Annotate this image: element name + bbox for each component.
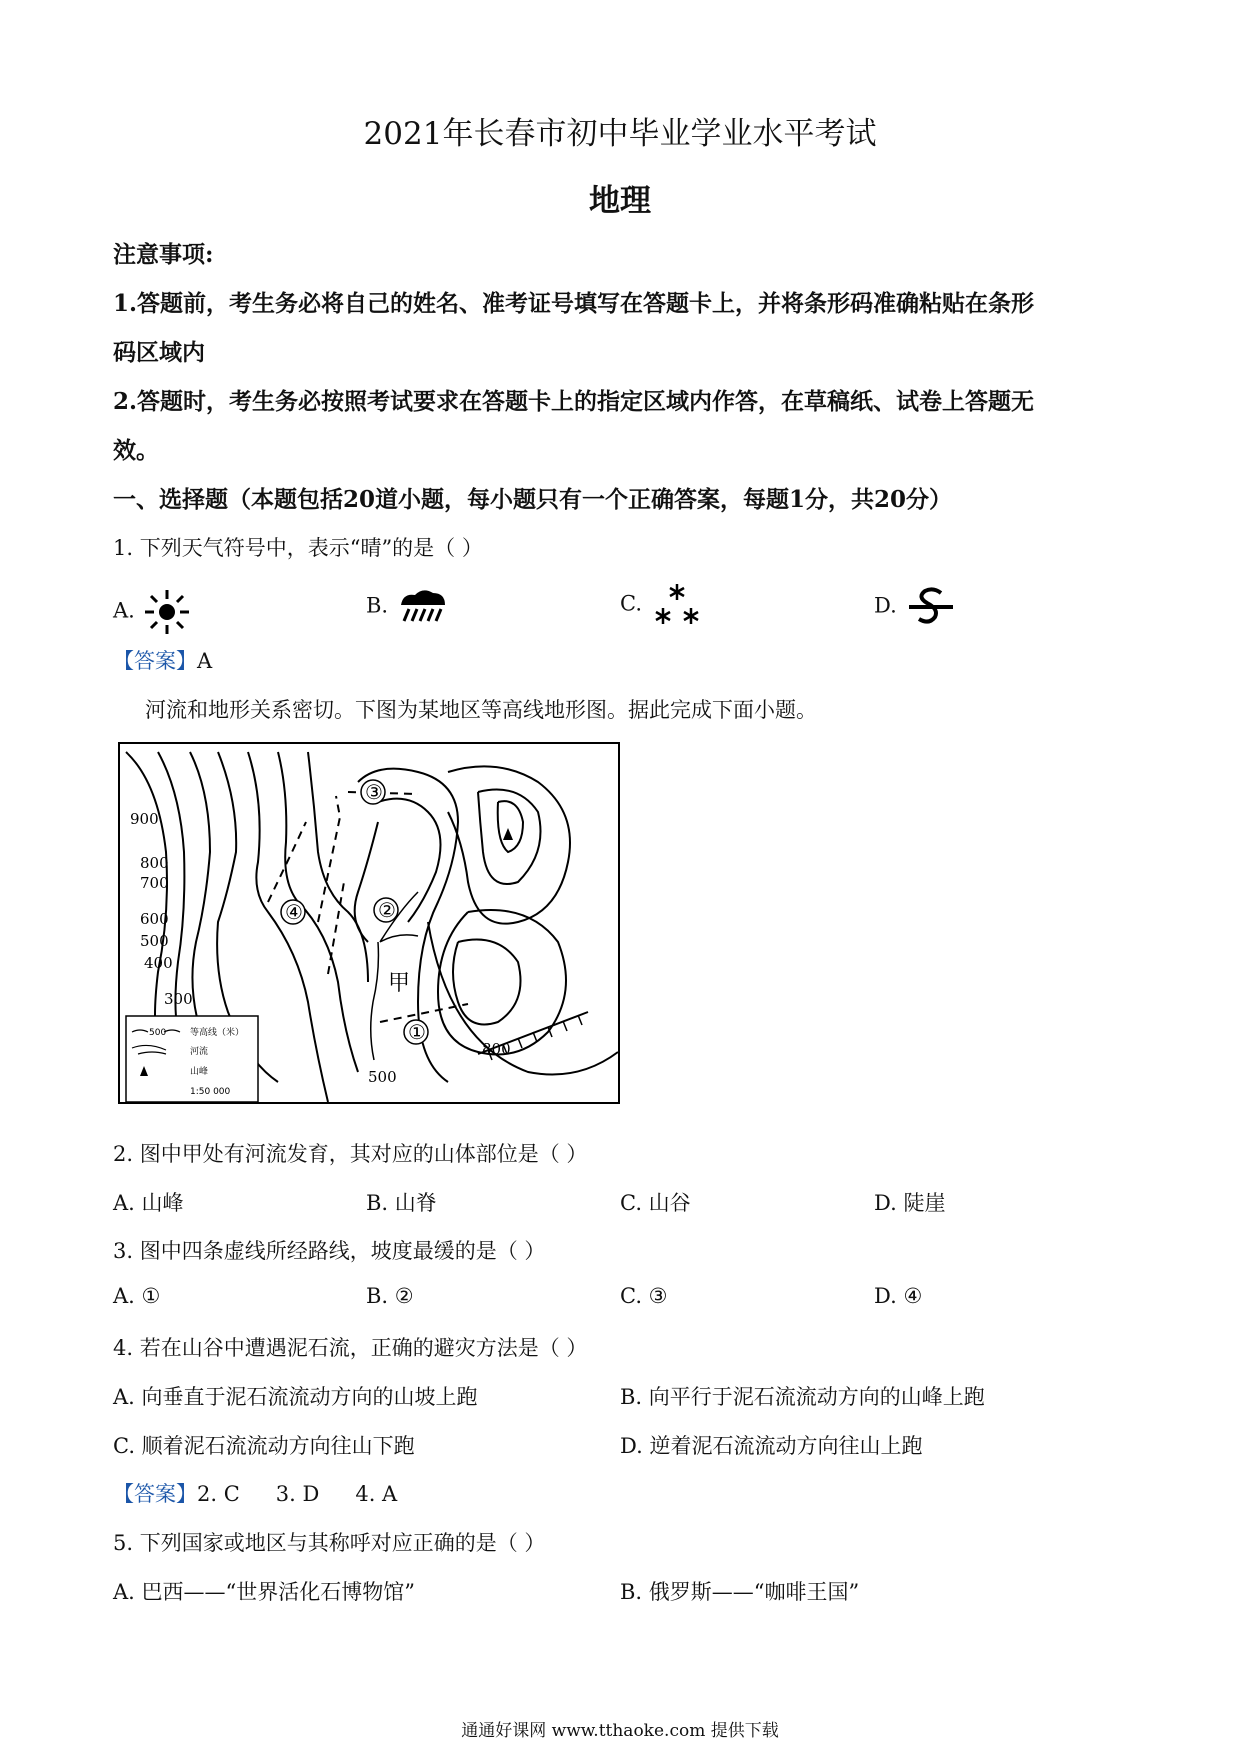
question-4: 4. 若在山谷中遭遇泥石流，正确的避灾方法是（ ）: [113, 1336, 588, 1360]
map-label-800b: 800: [482, 1040, 511, 1058]
question-2: 2. 图中甲处有河流发育，其对应的山体部位是（ ）: [113, 1142, 588, 1166]
map-label-800: 800: [140, 854, 169, 872]
answer-tag: 【答案】: [113, 649, 197, 673]
route-marker-1: ①: [408, 1020, 426, 1044]
q3-option-c: C. ③: [620, 1284, 668, 1308]
q2-option-b: B. 山脊: [366, 1191, 437, 1215]
q4-option-b: B. 向平行于泥石流流动方向的山峰上跑: [620, 1385, 985, 1409]
q1-option-d: [874, 585, 959, 629]
question-1: 1. 下列天气符号中，表示“晴”的是（ ）: [113, 536, 483, 560]
notice-item2-line1: 2.答题时，考生务必按照考试要求在答题卡上的指定区域内作答，在草稿纸、试卷上答题无: [113, 388, 1035, 415]
legend-river: 河流: [190, 1047, 209, 1057]
route-marker-3: ③: [365, 780, 383, 804]
rain-cloud-icon: [395, 587, 451, 627]
q1-option-b-label: B.: [366, 593, 389, 618]
question-5: 5. 下列国家或地区与其称呼对应正确的是（ ）: [113, 1531, 546, 1555]
q5-option-a: A. 巴西——“世界活化石博物馆”: [113, 1580, 415, 1604]
page-title: 2021年长春市初中毕业学业水平考试: [363, 116, 877, 152]
q3-option-d: D. ④: [874, 1284, 923, 1308]
q2-option-d: D. 陡崖: [874, 1191, 946, 1215]
notice-heading: 注意事项:: [113, 241, 214, 268]
notice-item2-line2: 效。: [113, 437, 159, 464]
subject-title: 地理: [589, 183, 651, 219]
map-label-600: 600: [140, 910, 169, 928]
legend-scale: 1:50 000: [190, 1087, 231, 1097]
q3-option-a: A. ①: [113, 1284, 161, 1308]
q4-option-d: D. 逆着泥石流流动方向往山上跑: [620, 1434, 923, 1458]
route-marker-2: ②: [378, 898, 396, 922]
q1-option-b: [366, 587, 451, 627]
snow-icon: [649, 580, 705, 630]
q3-option-b: B. ②: [366, 1284, 414, 1308]
route-marker-4: ④: [285, 900, 303, 924]
q1-option-a-label: A.: [113, 598, 135, 623]
answer-tag: 【答案】: [113, 1482, 197, 1506]
answer-2: 2. C: [197, 1482, 240, 1506]
map-label-300: 300: [164, 990, 193, 1008]
map-label-500b: 500: [368, 1068, 397, 1086]
legend-contour: 等高线（米）: [190, 1028, 245, 1038]
answer-4: 4. A: [355, 1482, 398, 1506]
q1-answer: [113, 645, 212, 675]
passage: 河流和地形关系密切。下图为某地区等高线地形图。据此完成下面小题。: [145, 698, 817, 722]
notice-item1-line2: 码区域内: [113, 339, 205, 366]
q2-option-c: C. 山谷: [620, 1191, 691, 1215]
legend-peak: 山峰: [190, 1067, 209, 1077]
answer-3: 3. D: [275, 1482, 320, 1506]
question-3: 3. 图中四条虚线所经路线，坡度最缓的是（ ）: [113, 1239, 546, 1263]
q4-option-c: C. 顺着泥石流流动方向往山下跑: [113, 1434, 415, 1458]
place-jia: 甲: [388, 971, 411, 996]
q2-option-a: A. 山峰: [113, 1191, 184, 1215]
legend-contour-value: 500: [149, 1028, 167, 1038]
notice-item1-line1: 1.答题前，考生务必将自己的姓名、准考证号填写在答题卡上，并将条形码准确粘贴在条形: [113, 290, 1035, 317]
sunny-icon: [142, 587, 192, 637]
q1-option-d-label: D.: [874, 593, 897, 618]
map-label-700: 700: [140, 874, 169, 892]
q1-option-a: [113, 587, 192, 637]
map-label-900: 900: [130, 810, 159, 828]
sandstorm-icon: [903, 585, 959, 629]
q1-answer-value: A: [197, 649, 213, 673]
map-label-500: 500: [140, 932, 169, 950]
section-heading: 一、选择题（本题包括20道小题，每小题只有一个正确答案，每题1分，共20分）: [113, 486, 953, 513]
contour-map: [118, 742, 620, 1104]
footer: 通通好课网 www.tthaoke.com 提供下载: [461, 1721, 779, 1741]
q1-option-c-label: C.: [620, 591, 642, 616]
answers-2-4: [113, 1478, 397, 1508]
map-label-400: 400: [144, 954, 173, 972]
q5-option-b: B. 俄罗斯——“咖啡王国”: [620, 1580, 860, 1604]
q1-option-c: [620, 580, 705, 630]
q4-option-a: A. 向垂直于泥石流流动方向的山坡上跑: [113, 1385, 478, 1409]
